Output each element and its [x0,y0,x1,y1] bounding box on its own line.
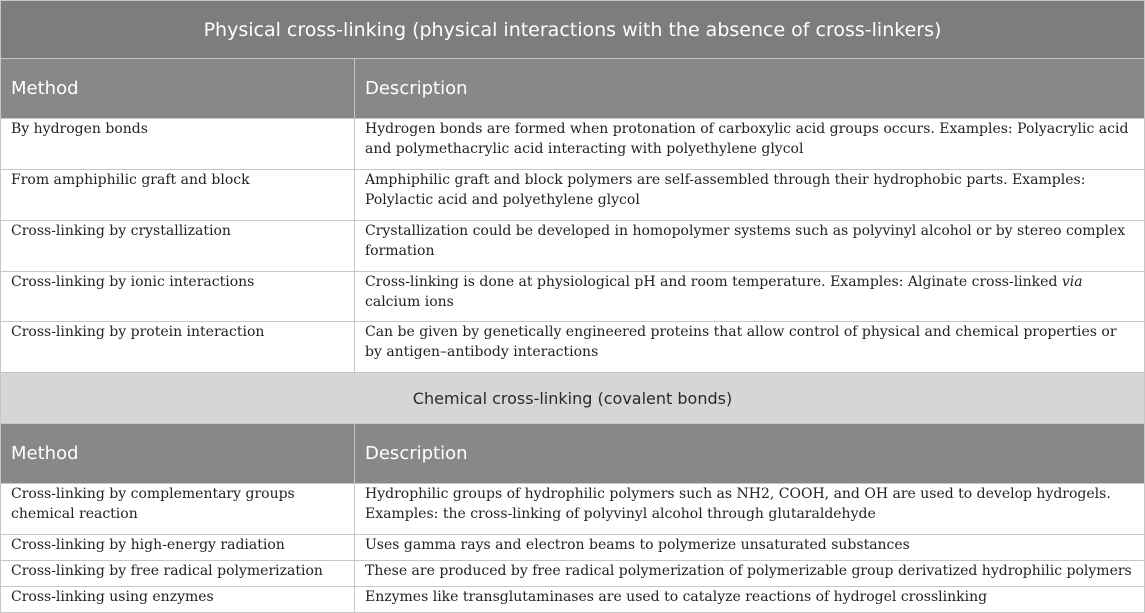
method-cell: Cross-linking by crystallization [1,220,355,271]
table-row [1,271,1145,322]
description-cell: Uses gamma rays and electron beams to polymerize unsaturated substances [355,534,1145,560]
description-text: Cross-linking is done at physiological pH and room temperature. Examples: Alginate cross-linked [365,273,1062,290]
table-row [1,586,1145,612]
chemical-section-header [1,373,1145,424]
description-cell [355,271,1145,322]
method-cell: Cross-linking by free radical polymerization [1,560,355,586]
table-row [1,483,1145,534]
method-cell: Cross-linking by protein interaction [1,322,355,373]
physical-column-header [1,59,1145,119]
method-cell: Cross-linking using enzymes [1,586,355,612]
method-cell: By hydrogen bonds [1,118,355,169]
method-column-header: Method [1,424,355,484]
table-row [1,169,1145,220]
table-row [1,118,1145,169]
method-cell: Cross-linking by ionic interactions [1,271,355,322]
description-text: calcium ions [365,293,454,310]
table-row [1,560,1145,586]
description-cell: Crystallization could be developed in homopolymer systems such as polyvinyl alcohol or by stereo complex formation [355,220,1145,271]
physical-section-title: Physical cross-linking (physical interactions with the absence of cross-linkers) [1,1,1145,59]
description-cell: Amphiphilic graft and block polymers are self-assembled through their hydrophobic parts. Examples: Polylactic acid and polyethylene glycol [355,169,1145,220]
method-cell: Cross-linking by high-energy radiation [1,534,355,560]
chemical-section-title: Chemical cross-linking (covalent bonds) [1,373,1145,424]
chemical-column-header [1,424,1145,484]
table-row [1,322,1145,373]
physical-section-header [1,1,1145,59]
description-cell: Hydrogen bonds are formed when protonation of carboxylic acid groups occurs. Examples: Polyacrylic acid and polymethacrylic acid interacting with polyethylene glycol [355,118,1145,169]
method-column-header: Method [1,59,355,119]
description-cell: Enzymes like transglutaminases are used to catalyze reactions of hydrogel crosslinking [355,586,1145,612]
method-cell: Cross-linking by complementary groups chemical reaction [1,483,355,534]
description-column-header: Description [355,59,1145,119]
method-cell: From amphiphilic graft and block [1,169,355,220]
description-cell: Hydrophilic groups of hydrophilic polymers such as NH2, COOH, and OH are used to develop hydrogels. Examples: the cross-linking of polyvinyl alcohol through glutaraldehyde [355,483,1145,534]
description-cell: Can be given by genetically engineered proteins that allow control of physical and chemical properties or by antigen–antibody interactions [355,322,1145,373]
description-column-header: Description [355,424,1145,484]
description-italic-text: via [1061,273,1083,290]
description-cell: These are produced by free radical polymerization of polymerizable group derivatized hydrophilic polymers [355,560,1145,586]
table-row [1,220,1145,271]
table-row [1,534,1145,560]
